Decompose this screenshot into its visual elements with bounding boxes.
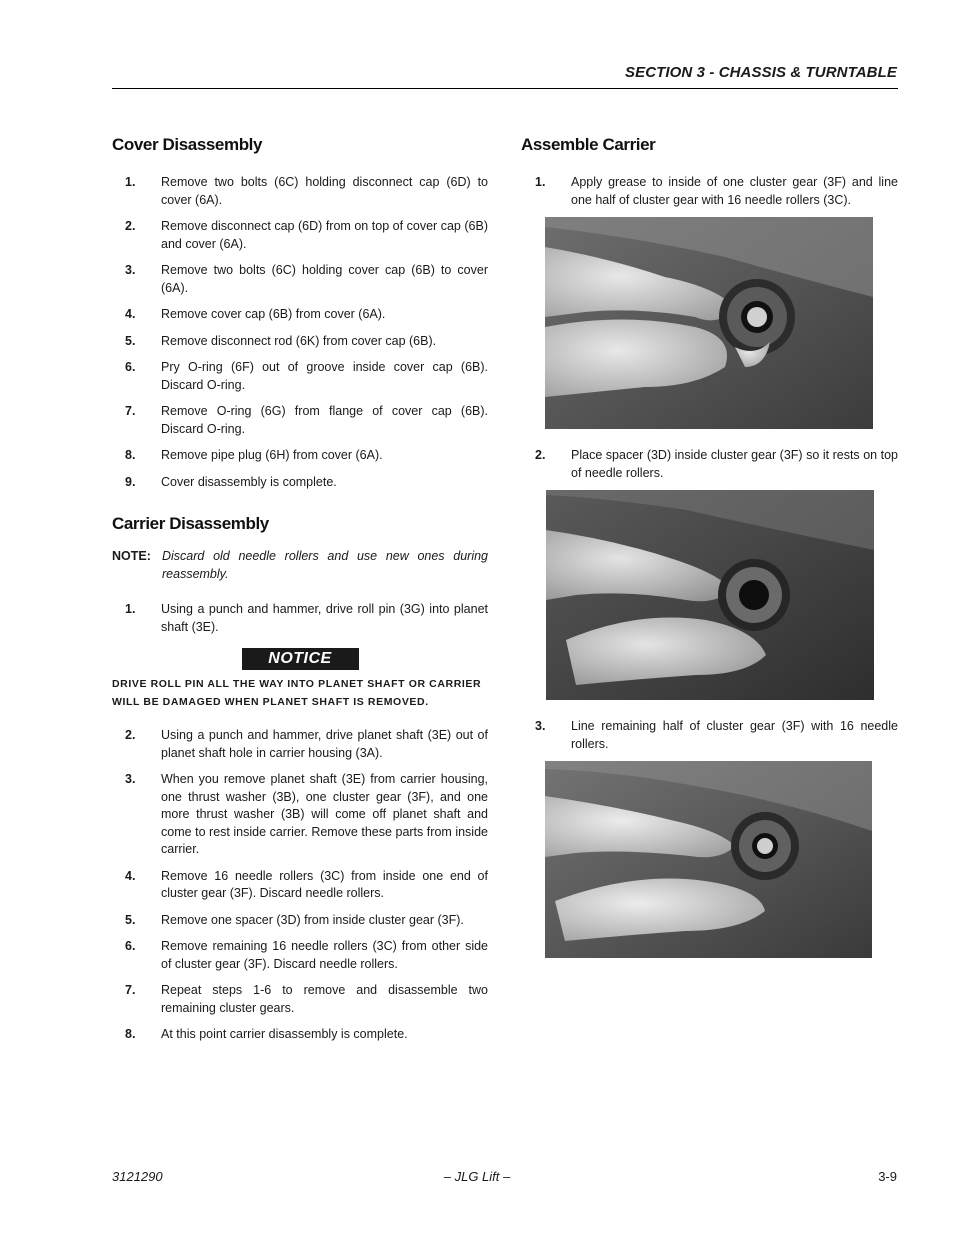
- doc-number: 3121290: [112, 1169, 163, 1184]
- list-item: 2. Remove disconnect cap (6D) from on top of cover cap (6B) and cover (6A).: [125, 219, 488, 251]
- list-item: 1. Remove two bolts (6C) holding disconnect cap (6D) to cover (6A).: [125, 175, 488, 207]
- note-text: Discard old needle rollers and use new ones during reassembly.: [162, 549, 488, 581]
- list-item: 3. Remove two bolts (6C) holding cover cap (6B) to cover (6A).: [125, 263, 488, 295]
- note: [112, 548, 488, 583]
- left-column: [112, 135, 488, 1053]
- photo-needle-rollers: [545, 217, 873, 429]
- list-item: 9. Cover disassembly is complete.: [125, 474, 337, 489]
- note-label: NOTE:: [112, 549, 151, 563]
- photo-spacer: [546, 490, 874, 700]
- page-number: 3-9: [878, 1169, 897, 1184]
- list-item: 5. Remove one spacer (3D) from inside cluster gear (3F).: [125, 912, 464, 927]
- footer-brand: – JLG Lift –: [443, 1169, 511, 1184]
- right-column: [521, 135, 898, 958]
- list-item: 2. Place spacer (3D) inside cluster gear (3F) so it rests on top of needle rollers.: [535, 448, 898, 480]
- list-item: 4. Remove cover cap (6B) from cover (6A).: [125, 307, 386, 321]
- list-item: 7. Remove O-ring (6G) from flange of cover cap (6B). Discard O-ring.: [125, 404, 488, 436]
- list-item: 4. Remove 16 needle rollers (3C) from inside one end of cluster gear (3F). Discard needle rollers.: [125, 868, 488, 900]
- list-item: 2. Using a punch and hammer, drive planet shaft (3E) out of planet shaft hole in carrier housing (3A).: [125, 728, 488, 760]
- list-item: 8. Remove pipe plug (6H) from cover (6A).: [125, 448, 383, 462]
- carrier-disassembly-heading: Carrier Disassembly: [112, 514, 269, 533]
- list-item: 5. Remove disconnect rod (6K) from cover cap (6B).: [125, 333, 437, 348]
- notice-text: DRIVE ROLL PIN ALL THE WAY INTO PLANET SHAFT OR CARRIER WILL BE DAMAGED WHEN PLANET SHAFT IS REMOVED.: [112, 678, 482, 708]
- cover-disassembly-steps: [112, 174, 488, 491]
- notice-badge: NOTICE: [242, 648, 359, 670]
- photo-remaining-rollers: [545, 761, 872, 958]
- list-item: 1. Using a punch and hammer, drive roll pin (3G) into planet shaft (3E).: [125, 602, 488, 634]
- list-item: 6. Pry O-ring (6F) out of groove inside cover cap (6B). Discard O-ring.: [125, 360, 488, 392]
- assemble-carrier-heading: Assemble Carrier: [521, 135, 656, 154]
- cover-disassembly-heading: Cover Disassembly: [112, 135, 263, 154]
- header-rule: [112, 88, 898, 89]
- list-item: 3. When you remove planet shaft (3E) from carrier housing, one thrust washer (3B), one cluster gear (3F), and one more thrust washer (3B) will come off planet shaft and come to rest inside carrier. Remove these parts from inside carrier.: [125, 772, 488, 856]
- list-item: 3. Line remaining half of cluster gear (3F) with 16 needle rollers.: [535, 719, 898, 751]
- list-item: 1. Apply grease to inside of one cluster gear (3F) and line one half of cluster gear with 16 needle rollers (3C).: [535, 175, 898, 207]
- carrier-disassembly-steps: [112, 727, 488, 1044]
- list-item: 6. Remove remaining 16 needle rollers (3C) from other side of cluster gear (3F). Discard needle rollers.: [125, 939, 488, 971]
- list-item: 8. At this point carrier disassembly is complete.: [125, 1027, 408, 1041]
- notice-banner: [112, 648, 488, 670]
- list-item: 7. Repeat steps 1-6 to remove and disassemble two remaining cluster gears.: [125, 983, 488, 1015]
- section-title: SECTION 3 - CHASSIS & TURNTABLE: [624, 64, 897, 81]
